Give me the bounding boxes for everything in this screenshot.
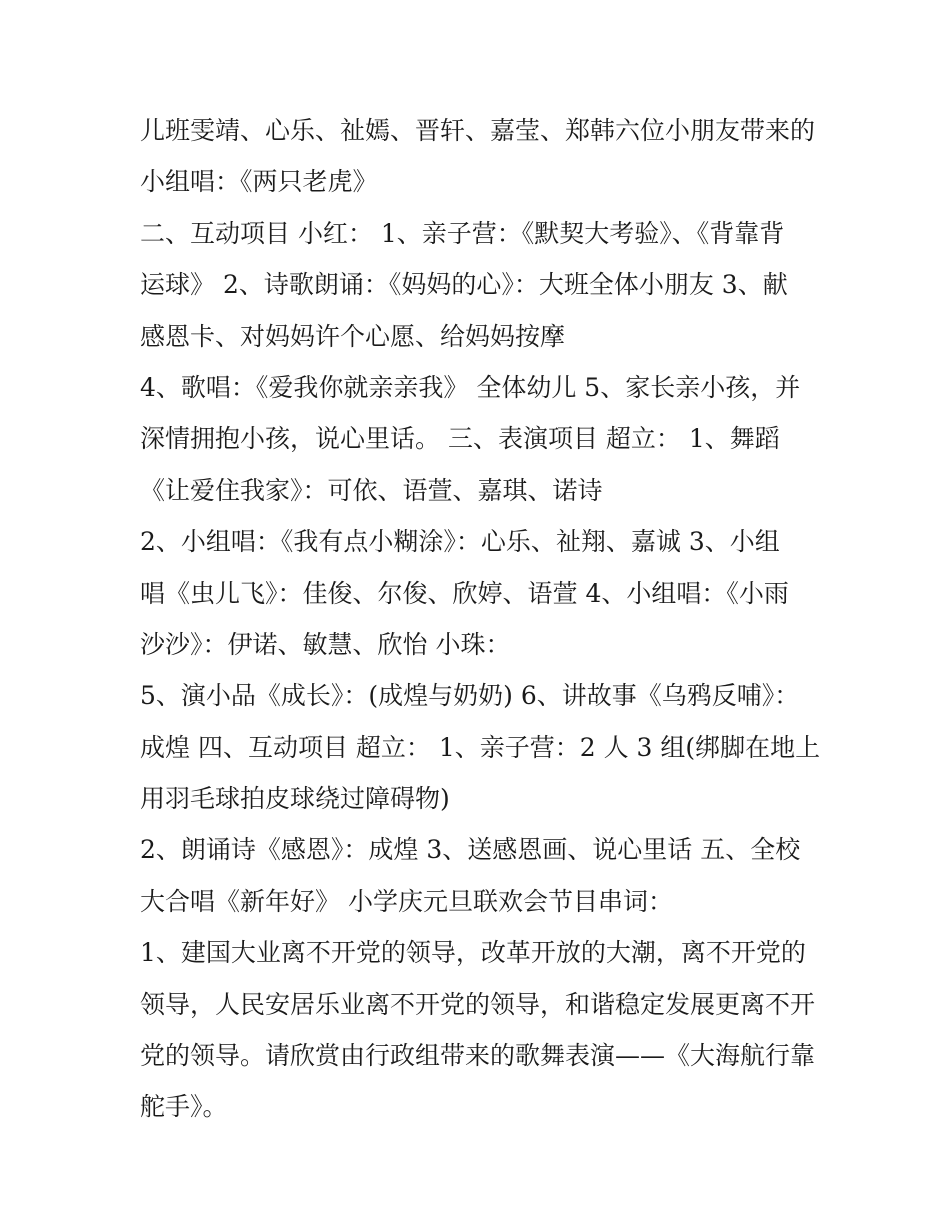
text-line: 《让爱住我家》：可依、语萱、嘉琪、诺诗	[140, 475, 603, 505]
text-line: 小组唱：《两只老虎》	[140, 167, 378, 197]
text-line: 唱《虫儿飞》：佳俊、尔俊、欣婷、语萱 4、小组唱：《小雨	[140, 578, 789, 608]
text-line: 舵手》。	[140, 1092, 228, 1122]
body-text	[140, 105, 820, 1133]
text-line: 1、建国大业离不开党的领导，改革开放的大潮，离不开党的	[140, 938, 806, 968]
text-line: 儿班雯靖、心乐、祉嫣、晋轩、嘉莹、郑韩六位小朋友带来的	[140, 116, 816, 145]
text-line: 4、歌唱：《爱我你就亲亲我》 全体幼儿 5、家长亲小孩，并	[140, 372, 801, 402]
text-line: 深情拥抱小孩，说心里话。 三、表演项目 超立： 1、舞蹈	[140, 424, 780, 454]
text-line: 二、互动项目 小红： 1、亲子营：《默契大考验》、《背靠背	[140, 218, 785, 248]
text-line: 沙沙》：伊诺、敏慧、欣怡 小珠：	[140, 629, 511, 659]
text-line: 5、演小品《成长》：(成煌与奶奶) 6、讲故事《乌鸦反哺》：	[140, 681, 800, 711]
text-line: 大合唱《新年好》 小学庆元旦联欢会节目串词：	[140, 886, 673, 916]
text-line: 运球》 2、诗歌朗诵：《妈妈的心》：大班全体小朋友 3、献	[140, 270, 788, 300]
text-line: 2、朗诵诗《感恩》：成煌 3、送感恩画、说心里话 五、全校	[140, 835, 801, 865]
text-line: 成煌 四、互动项目 超立： 1、亲子营：2 人 3 组(绑脚在地上	[140, 732, 821, 762]
text-line: 感恩卡、对妈妈许个心愿、给妈妈按摩	[140, 321, 566, 351]
text-line: 党的领导。请欣赏由行政组带来的歌舞表演——《大海航行靠	[140, 1041, 816, 1071]
text-line: 用羽毛球拍皮球绕过障碍物)	[140, 784, 450, 814]
text-line: 领导，人民安居乐业离不开党的领导，和谐稳定发展更离不开	[140, 989, 816, 1019]
text-line: 2、小组唱：《我有点小糊涂》：心乐、祉翔、嘉诚 3、小组	[140, 527, 780, 557]
